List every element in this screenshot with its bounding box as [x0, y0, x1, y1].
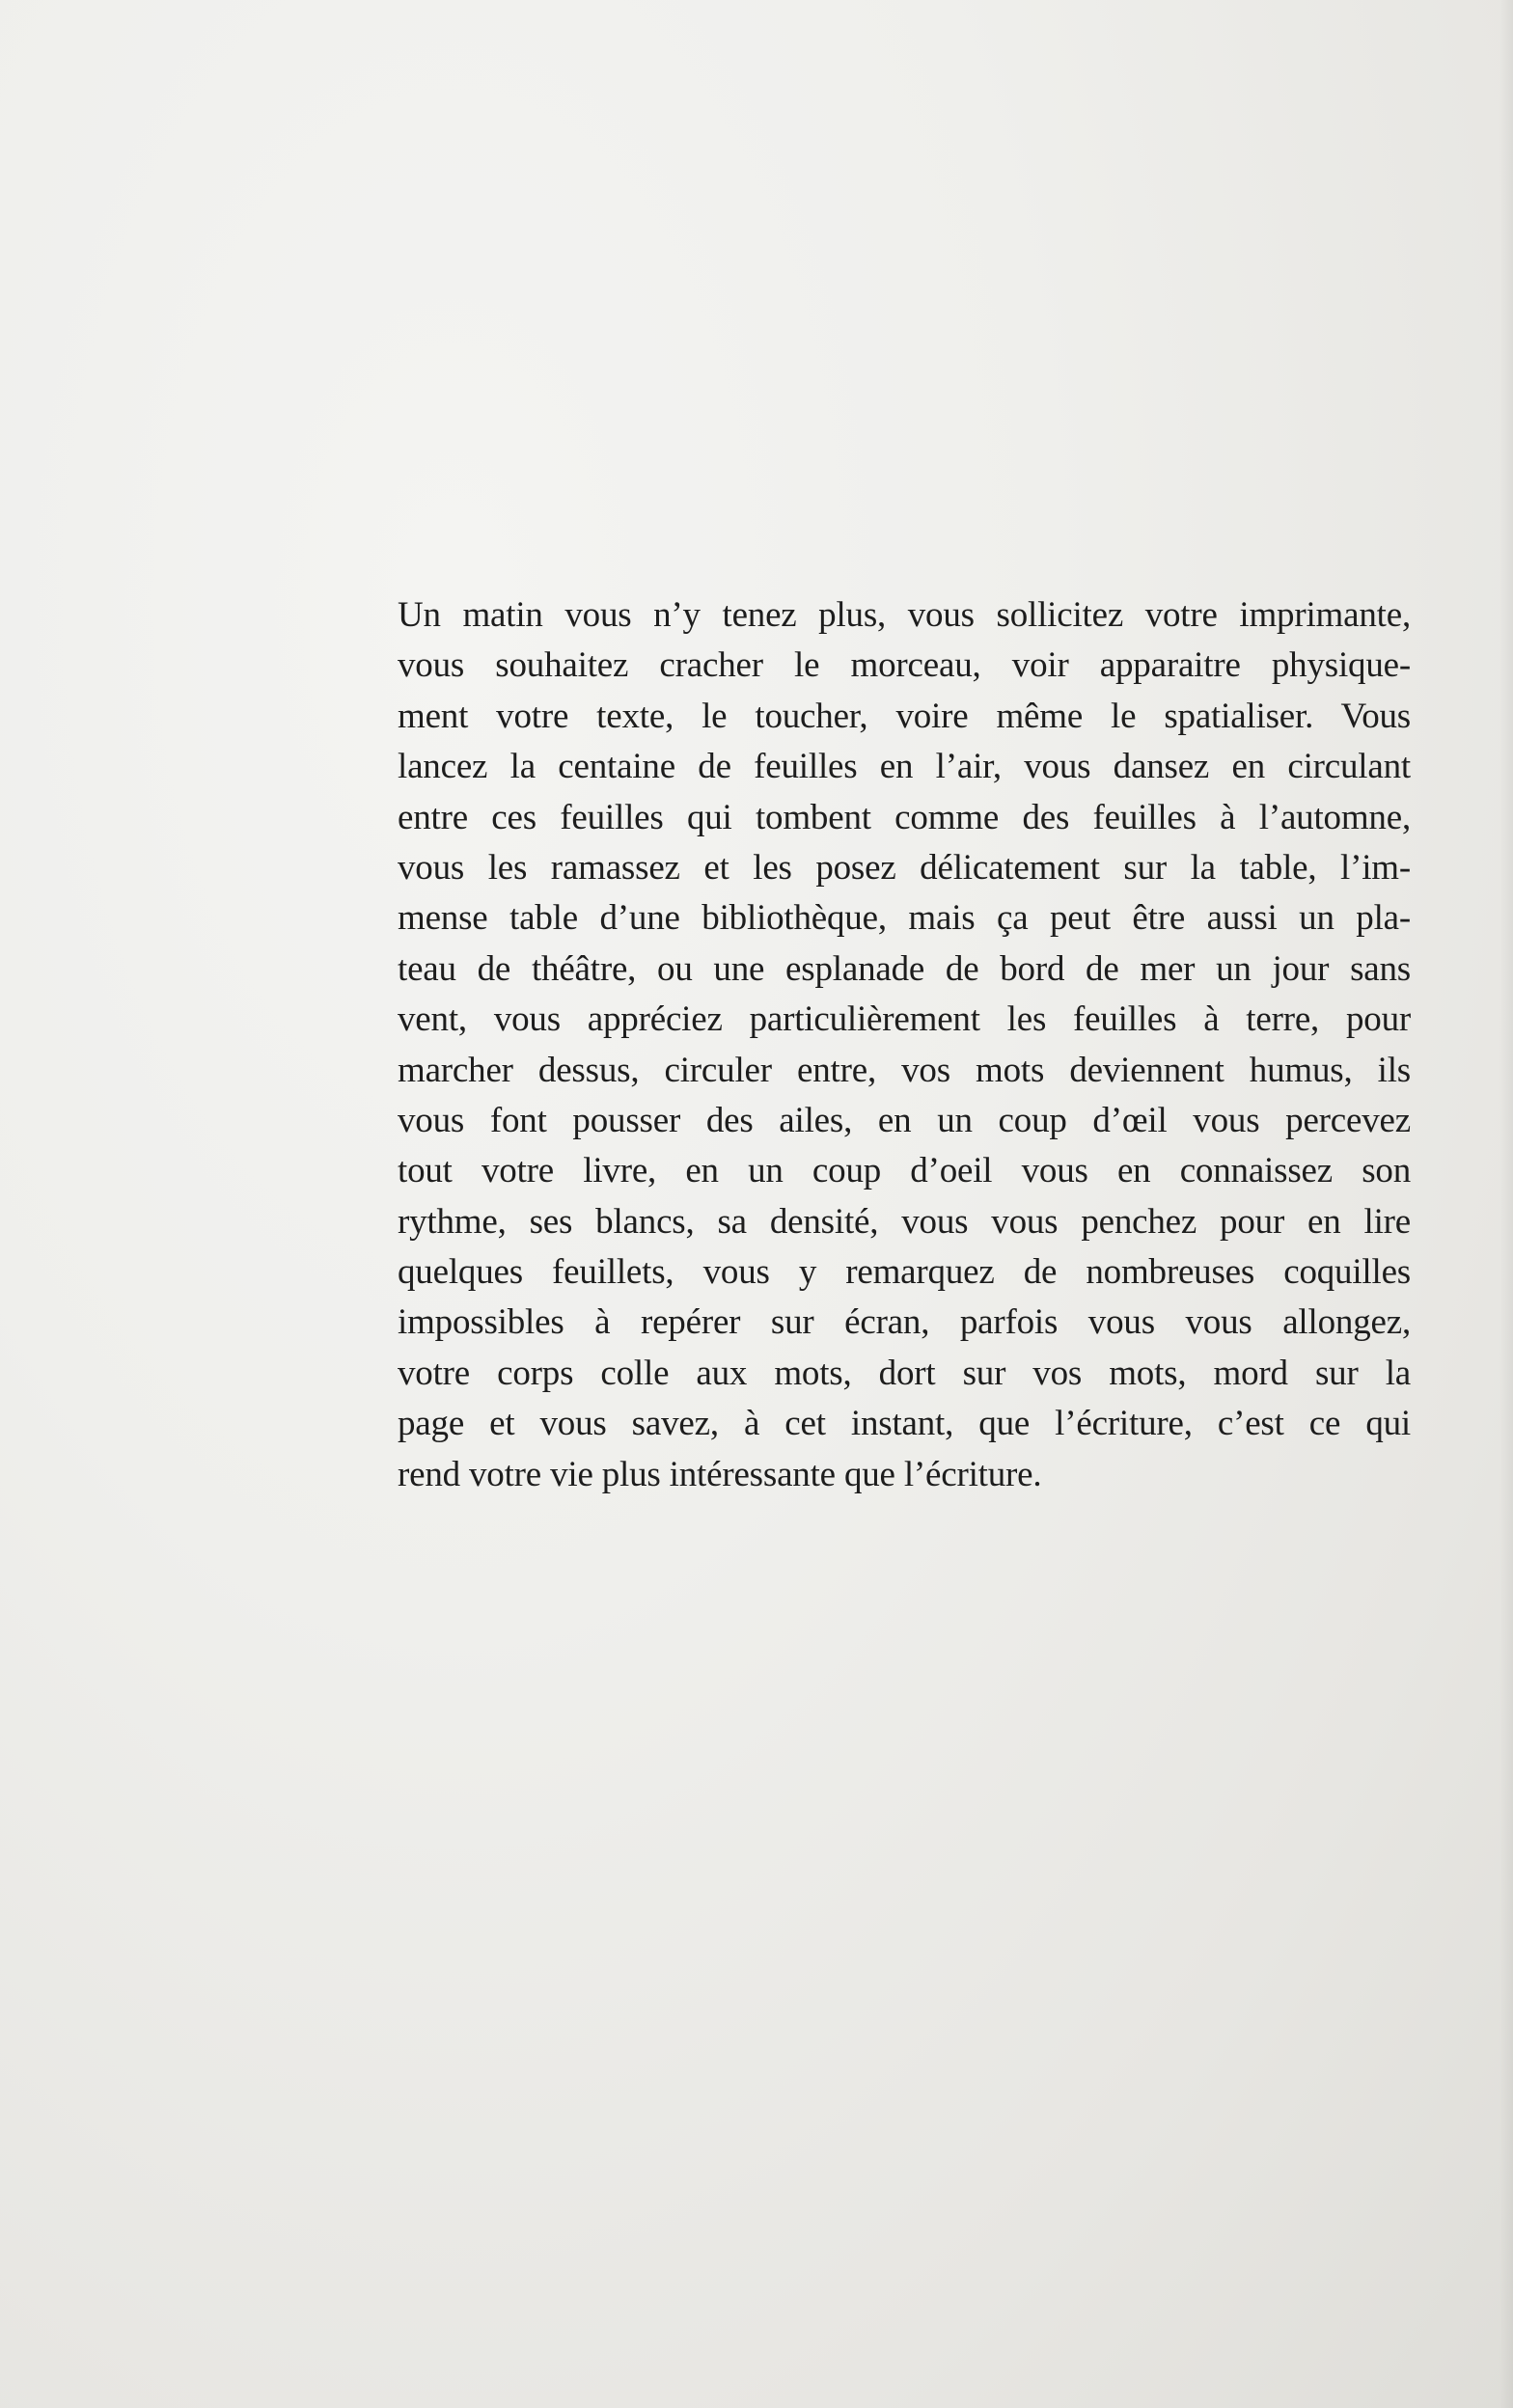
text-line-12: tout votre livre, en un coup d’oeil vous en connaissez son — [398, 1151, 1411, 1191]
text-line-5: entre ces feuilles qui tombent comme des feuilles à l’automne, — [398, 797, 1411, 837]
text-line-17: page et vous savez, à cet instant, que l’écriture, c’est ce qui — [398, 1404, 1411, 1444]
text-line-9: vent, vous appréciez particulièrement les feuilles à terre, pour — [398, 999, 1411, 1040]
text-line-13: rythme, ses blancs, sa densité, vous vous penchez pour en lire — [398, 1201, 1411, 1242]
text-line-7: mense table d’une bibliothèque, mais ça peut être aussi un pla- — [398, 898, 1411, 939]
page-edge-shadow — [1499, 0, 1513, 2408]
text-line-1: Un matin vous n’y tenez plus, vous sollicitez votre imprimante, — [398, 595, 1411, 635]
text-line-3: ment votre texte, le toucher, voire même le spatialiser. Vous — [398, 696, 1411, 736]
text-line-4: lancez la centaine de feuilles en l’air, vous dansez en circulant — [398, 747, 1411, 787]
text-line-6: vous les ramassez et les posez délicatement sur la table, l’im- — [398, 847, 1411, 888]
text-line-14: quelques feuillets, vous y remarquez de nombreuses coquilles — [398, 1252, 1411, 1293]
text-line-10: marcher dessus, circuler entre, vos mots deviennent humus, ils — [398, 1050, 1411, 1090]
text-line-18: rend votre vie plus intéressante que l’écriture. — [398, 1454, 1042, 1494]
text-line-15: impossibles à repérer sur écran, parfois vous vous allongez, — [398, 1302, 1411, 1343]
text-line-16: votre corps colle aux mots, dort sur vos mots, mord sur la — [398, 1353, 1411, 1393]
paragraph — [398, 590, 1411, 1500]
text-line-8: teau de théâtre, ou une esplanade de bord de mer un jour sans — [398, 948, 1411, 989]
text-line-11: vous font pousser des ailes, en un coup d’œil vous percevez — [398, 1100, 1411, 1140]
text-line-2: vous souhaitez cracher le morceau, voir apparaitre physique- — [398, 645, 1411, 686]
